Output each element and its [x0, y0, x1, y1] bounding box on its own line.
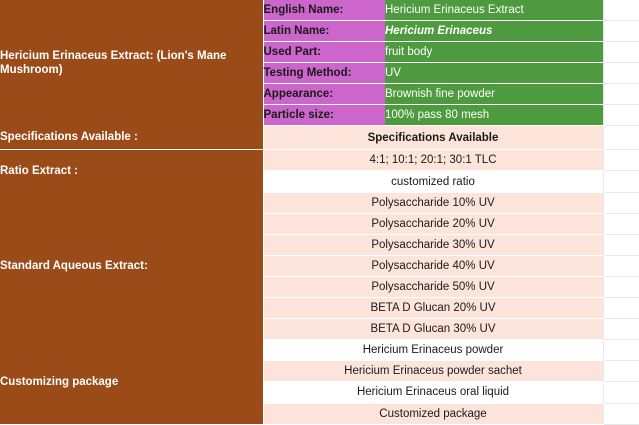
spec-item: 4:1; 10:1; 20:1; 30:1 TLC	[263, 150, 603, 171]
empty-cell	[603, 340, 639, 361]
table-row	[0, 192, 639, 213]
spec-item: BETA D Glucan 30% UV	[263, 319, 603, 340]
empty-cell	[603, 192, 639, 213]
table-row	[0, 126, 639, 150]
info-value-latin-name: Hericium Erinaceus	[385, 20, 603, 41]
table-row	[0, 340, 639, 361]
specifications-available-header: Specifications Available	[263, 126, 603, 150]
info-key-latin-name: Latin Name:	[263, 20, 385, 41]
table-row	[0, 0, 639, 20]
empty-cell	[603, 276, 639, 297]
section-label-ratio-extract: Ratio Extract :	[0, 150, 263, 192]
spec-item: Polysaccharide 30% UV	[263, 234, 603, 255]
empty-cell	[603, 41, 639, 62]
spec-item: Customized package	[263, 403, 603, 424]
info-value-appearance: Brownish fine powder	[385, 84, 603, 105]
info-key-used-part: Used Part:	[263, 41, 385, 62]
info-value-used-part: fruit body	[385, 41, 603, 62]
info-key-english-name: English Name:	[263, 0, 385, 20]
empty-cell	[603, 255, 639, 276]
empty-cell	[603, 298, 639, 319]
section-label-customizing-package: Customizing package	[0, 340, 263, 424]
spec-item: Hericium Erinaceus powder sachet	[263, 361, 603, 382]
product-title-cell: Hericium Erinaceus Extract: (Lion's Mane Mushroom)	[0, 0, 263, 126]
info-key-particle-size: Particle size:	[263, 105, 385, 126]
empty-cell	[603, 319, 639, 340]
info-key-appearance: Appearance:	[263, 84, 385, 105]
empty-cell	[603, 382, 639, 403]
empty-cell	[603, 150, 639, 171]
table-row	[0, 150, 639, 171]
empty-cell	[603, 403, 639, 424]
empty-cell	[603, 84, 639, 105]
spec-item: BETA D Glucan 20% UV	[263, 298, 603, 319]
empty-cell	[603, 213, 639, 234]
section-label-standard-aqueous-extract: Standard Aqueous Extract:	[0, 192, 263, 340]
empty-cell	[603, 105, 639, 126]
spec-item: Hericium Erinaceus oral liquid	[263, 382, 603, 403]
info-value-testing-method: UV	[385, 62, 603, 83]
spec-item: Polysaccharide 50% UV	[263, 276, 603, 297]
section-label-specifications-available: Specifications Available :	[0, 126, 263, 150]
empty-cell	[603, 171, 639, 192]
spec-item: Polysaccharide 40% UV	[263, 255, 603, 276]
empty-cell	[603, 234, 639, 255]
spec-item: Polysaccharide 10% UV	[263, 192, 603, 213]
info-value-particle-size: 100% pass 80 mesh	[385, 105, 603, 126]
empty-cell	[603, 126, 639, 150]
spec-item: Hericium Erinaceus powder	[263, 340, 603, 361]
spec-item: customized ratio	[263, 171, 603, 192]
empty-cell	[603, 361, 639, 382]
spec-item: Polysaccharide 20% UV	[263, 213, 603, 234]
info-value-english-name: Hericium Erinaceus Extract	[385, 0, 603, 20]
info-key-testing-method: Testing Method:	[263, 62, 385, 83]
empty-cell	[603, 0, 639, 20]
empty-cell	[603, 62, 639, 83]
empty-cell	[603, 20, 639, 41]
